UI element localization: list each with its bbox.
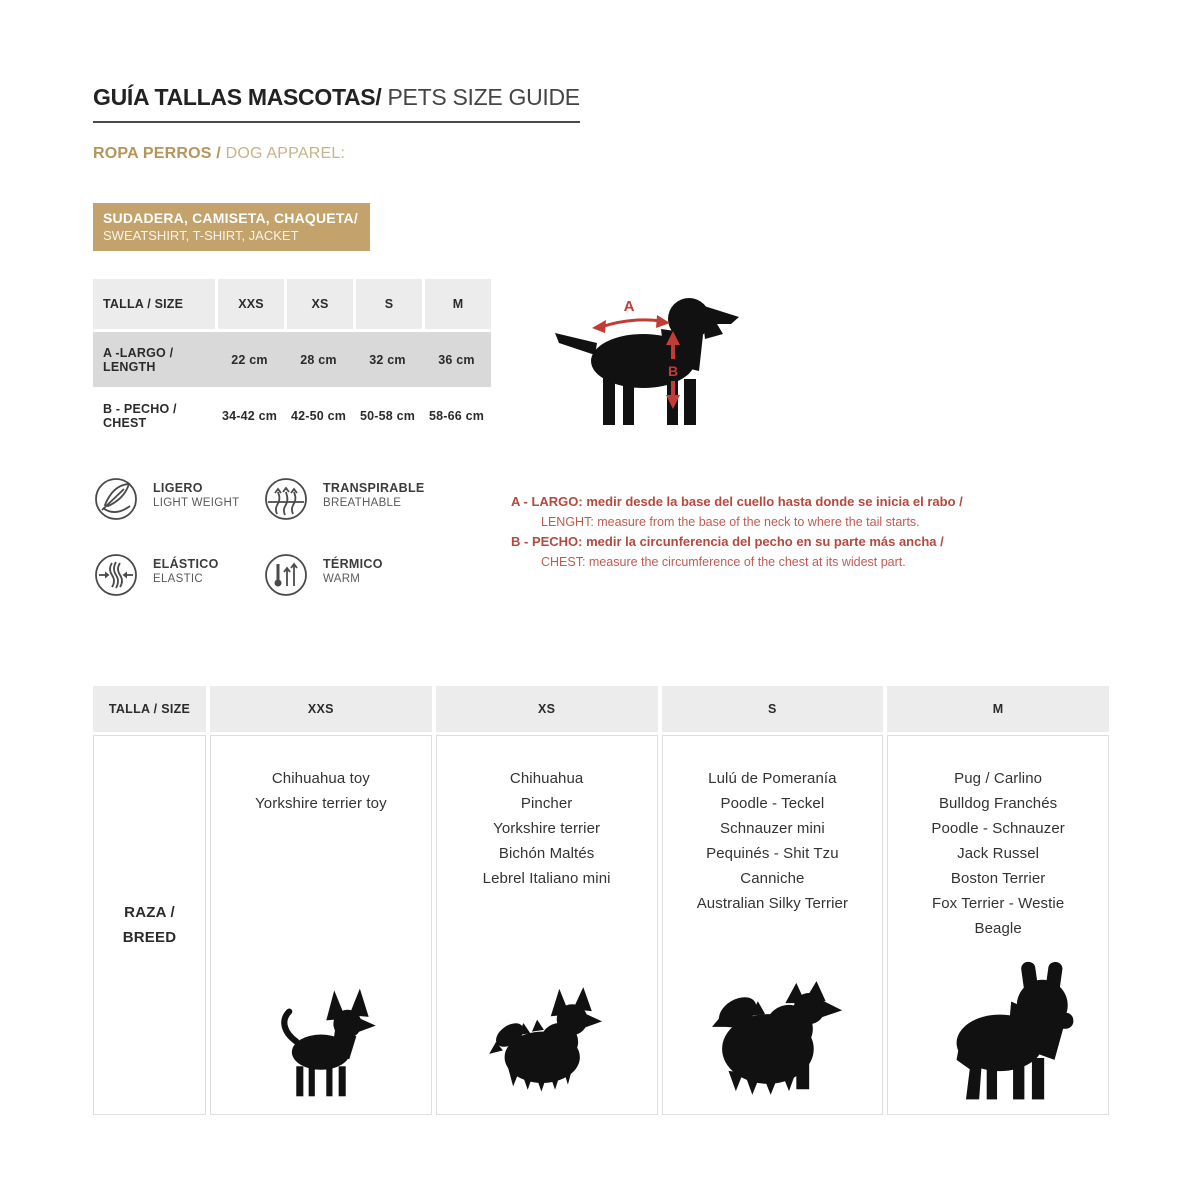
length-s: 32 cm [369,352,406,367]
feature-name-es: LIGERO [153,481,203,495]
labrador-silhouette [551,287,743,437]
chest-row [93,390,491,442]
breed-header-s: S [662,686,884,732]
feature-name-es: TÉRMICO [323,557,383,571]
size-header-s: S [356,279,422,329]
breed-list-s [663,736,883,916]
note-b-text: medir la circunferencia del pecho en su parte más ancha / [582,534,944,549]
breed-item: Lebrel Italiano mini [482,870,611,887]
size-header-m: M [425,279,491,329]
subtitle-spanish: ROPA PERROS / [93,145,226,162]
length-row-label: A -LARGO / LENGTH [103,345,174,374]
breed-item: Lulú de Pomeranía [708,770,837,787]
breed-size-table [93,686,1109,1115]
chest-m: 58-66 cm [428,409,485,423]
chest-s: 50-58 cm [359,409,416,423]
breed-item: Jack Russel [957,845,1040,862]
french-bulldog-silhouette [913,960,1083,1106]
breed-item: Yorkshire terrier toy [255,795,387,812]
breed-item: Poodle - Schnauzer [931,820,1065,837]
chest-xxs: 34-42 cm [221,409,278,423]
note-a-text: medir desde la base del cuello hasta donde se inicia el rabo / [582,494,963,509]
breed-table-corner: TALLA / SIZE [93,686,206,732]
feather-icon [93,476,139,522]
breed-item: Fox Terrier - Westie [931,895,1065,912]
feature-name-en: BREATHABLE [323,497,402,509]
thermometer-icon [263,552,309,598]
breed-item: Bulldog Franchés [938,795,1058,812]
arrow-b-label: B [667,363,679,379]
length-xxs: 22 cm [231,352,268,367]
length-m: 36 cm [438,352,475,367]
breed-table-header [93,686,1109,732]
breed-item: Poodle - Teckel [720,795,825,812]
breed-cell-m [887,735,1109,1115]
note-a-prefix: A - LARGO: [511,494,583,509]
page-title [93,84,580,123]
note-b-spanish [511,532,971,552]
feature-name-en: WARM [323,573,361,585]
fabric-features [93,476,493,598]
section-subtitle [93,145,1113,163]
feature-name-es: TRANSPIRABLE [323,481,425,495]
breed-item: Schnauzer mini [719,820,825,837]
note-a-english: LENGHT: measure from the base of the neck to where the tail starts. [541,515,920,529]
feature-lightweight [93,476,263,522]
size-table-corner: TALLA / SIZE [93,279,215,329]
length-xs: 28 cm [300,352,337,367]
size-guide-page [93,84,1113,1115]
note-b-english: CHEST: measure the circumference of the chest at its widest part. [541,555,906,569]
breed-item: Pug / Carlino [954,770,1043,787]
breed-header-xxs: XXS [210,686,432,732]
breed-list-m [888,736,1108,941]
breed-item: Chihuahua toy [271,770,370,787]
longhair-chihuahua-silhouette [469,982,624,1106]
breed-cell-s [662,735,884,1115]
note-a-spanish [511,492,971,512]
chihuahua-silhouette [246,978,396,1106]
breed-table-body [93,735,1109,1115]
pomeranian-silhouette [690,968,855,1106]
feature-name-es: ELÁSTICO [153,557,219,571]
page-title-english: PETS SIZE GUIDE [381,84,580,110]
breed-item: Boston Terrier [950,870,1046,887]
size-measurements-table [93,279,491,442]
breed-item: Yorkshire terrier [493,820,601,837]
breed-list-xs [437,736,657,891]
dog-measurement-diagram [551,287,743,442]
breed-header-xs: XS [436,686,658,732]
size-header-xs: XS [287,279,353,329]
measure-arrow-a [592,298,670,333]
breed-cell-xs [436,735,658,1115]
breed-item: Chihuahua [509,770,584,787]
length-row [93,332,491,387]
breed-row-label-es: RAZA / [124,903,175,921]
feature-breathable [263,476,493,522]
breathable-icon [263,476,309,522]
size-header-xxs: XXS [218,279,284,329]
measuring-instructions [511,492,971,598]
breed-cell-xxs [210,735,432,1115]
breed-item: Beagle [974,920,1022,937]
feature-warm [263,552,493,598]
breed-item: Australian Silky Terrier [696,895,849,912]
page-title-spanish: GUÍA TALLAS MASCOTAS/ [93,84,382,110]
banner-english: SWEATSHIRT, T-SHIRT, JACKET [103,228,299,243]
chest-xs: 42-50 cm [290,409,347,423]
measure-arrow-b [666,331,680,409]
feature-name-en: ELASTIC [153,573,204,585]
subtitle-english: DOG APPAREL: [225,145,346,162]
breed-row-label [93,735,206,1115]
banner-spanish: SUDADERA, CAMISETA, CHAQUETA/ [103,210,358,226]
size-table-header-row [93,279,491,329]
note-b-prefix: B - PECHO: [511,534,583,549]
elastic-icon [93,552,139,598]
breed-item: Pincher [520,795,573,812]
breed-header-m: M [887,686,1109,732]
breed-list-xxs [211,736,431,816]
breed-item: Canniche [740,870,805,887]
chest-row-label: B - PECHO / CHEST [103,402,177,430]
garment-type-banner [93,203,370,251]
feature-elastic [93,552,263,598]
feature-name-en: LIGHT WEIGHT [153,497,240,509]
breed-item: Pequinés - Shit Tzu [706,845,839,862]
breed-row-label-en: BREED [122,929,177,946]
arrow-a-label: A [623,298,635,315]
breed-item: Bichón Maltés [498,845,595,862]
